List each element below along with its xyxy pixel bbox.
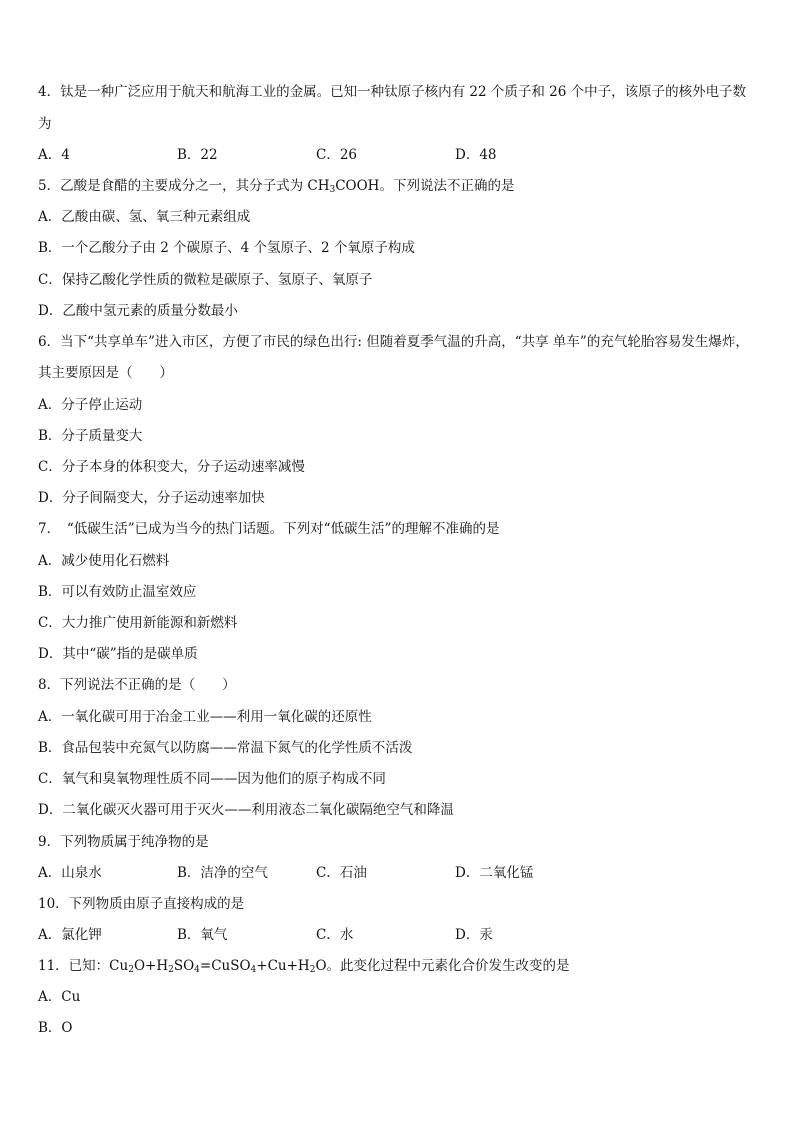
question-4-option-d: D．48 (455, 147, 497, 163)
question-5-stem-sub: 3 (329, 185, 336, 195)
question-8-option-d: D．二氧化碳灭火器可用于灭火——利用液态二氧化碳隔绝空气和降温 (38, 802, 454, 818)
q11-part-4: SO (173, 958, 195, 974)
question-10-option-b: B．氧气 (177, 927, 228, 943)
question-4-stem-line2: 为 (38, 116, 52, 132)
question-7-option-c: C．大力推广使用新能源和新燃料 (38, 615, 238, 631)
question-6-stem-line2: 其主要原因是（ ） (38, 365, 173, 381)
question-11-stem (38, 957, 764, 979)
question-7-option-b: B．可以有效防止温室效应 (38, 584, 197, 600)
question-5-stem (38, 177, 764, 199)
question-10-stem: 10．下列物质由原子直接构成的是 (38, 896, 245, 912)
question-10-option-c: C．水 (316, 927, 354, 943)
q11-part-8: +Cu+H (256, 958, 310, 974)
question-4-option-b: B．22 (177, 147, 218, 163)
question-9-option-c: C．石油 (316, 865, 367, 881)
question-5-option-a: A．乙酸由碳、氢、氧三种元素组成 (38, 209, 251, 225)
q11-sub-1: 2 (128, 965, 134, 975)
question-7-option-a: A．减少使用化石燃料 (38, 553, 170, 569)
q11-sub-9: 2 (309, 965, 316, 975)
question-5-stem-pre: 5．乙酸是食醋的主要成分之一，其分子式为 CH (38, 178, 330, 194)
question-9-option-b: B．洁净的空气 (177, 865, 268, 881)
q11-sub-3: 2 (168, 965, 174, 975)
question-6-option-b: B．分子质量变大 (38, 428, 143, 444)
question-7-stem: 7． “低碳生活”已成为当今的热门话题。下列对“低碳生活”的理解不准确的是 (38, 521, 500, 537)
q11-part-10: O。此变化过程中元素化合价发生改变的是 (315, 958, 570, 974)
q11-sub-5: 4 (194, 965, 200, 975)
question-4-option-a: A．4 (38, 147, 70, 163)
question-4-stem-line1: 4．钛是一种广泛应用于航天和航海工业的金属。已知一种钛原子核内有 22 个质子和 26 个中子，该原子的核外电子数 (38, 84, 747, 100)
question-11-option-b: B．O (38, 1020, 73, 1036)
question-8-option-a: A．一氧化碳可用于冶金工业——利用一氧化碳的还原性 (38, 709, 372, 725)
question-9-options (38, 864, 594, 882)
question-5-option-c: C．保持乙酸化学性质的微粒是碳原子、氢原子、氧原子 (38, 272, 373, 288)
question-10-option-a: A．氯化钾 (38, 927, 102, 943)
question-8-option-b: B．食品包装中充氮气以防腐——常温下氮气的化学性质不活泼 (38, 740, 413, 756)
question-5-option-b: B．一个乙酸分子由 2 个碳原子、4 个氢原子、2 个氧原子构成 (38, 240, 415, 256)
question-6-stem-line1: 6．当下“共享单车”进入市区，方便了市民的绿色出行: 但随着夏季气温的升高，“共享 单车”的充气轮胎容易发生爆炸， (38, 334, 749, 350)
question-9-option-a: A．山泉水 (38, 865, 102, 881)
question-6-option-c: C．分子本身的体积变大，分子运动速率减慢 (38, 459, 305, 475)
question-10-options (38, 926, 594, 944)
question-5-stem-mid: COOH。下列说法不正确的是 (335, 178, 515, 194)
q11-sub-7: 4 (250, 965, 257, 975)
question-6-option-a: A．分子停止运动 (38, 397, 143, 413)
question-6-option-d: D．分子间隔变大，分子运动速率加快 (38, 490, 265, 506)
question-9-option-d: D．二氧化锰 (455, 865, 534, 881)
question-9-stem: 9．下列物质属于纯净物的是 (38, 834, 209, 850)
question-8-stem: 8．下列说法不正确的是（ ） (38, 677, 236, 693)
question-7-option-d: D．其中“碳”指的是碳单质 (38, 646, 198, 662)
question-4-options (38, 146, 594, 164)
q11-part-6: =CuSO (199, 958, 251, 974)
q11-part-2: O+H (133, 958, 169, 974)
question-11-option-a: A．Cu (38, 989, 81, 1005)
question-8-option-c: C．氧气和臭氧物理性质不同——因为他们的原子构成不同 (38, 771, 386, 787)
question-5-option-d: D．乙酸中氢元素的质量分数最小 (38, 303, 238, 319)
q11-part-0: 11．已知：Cu (38, 958, 129, 974)
question-4-option-c: C．26 (316, 147, 358, 163)
question-10-option-d: D．汞 (455, 927, 493, 943)
